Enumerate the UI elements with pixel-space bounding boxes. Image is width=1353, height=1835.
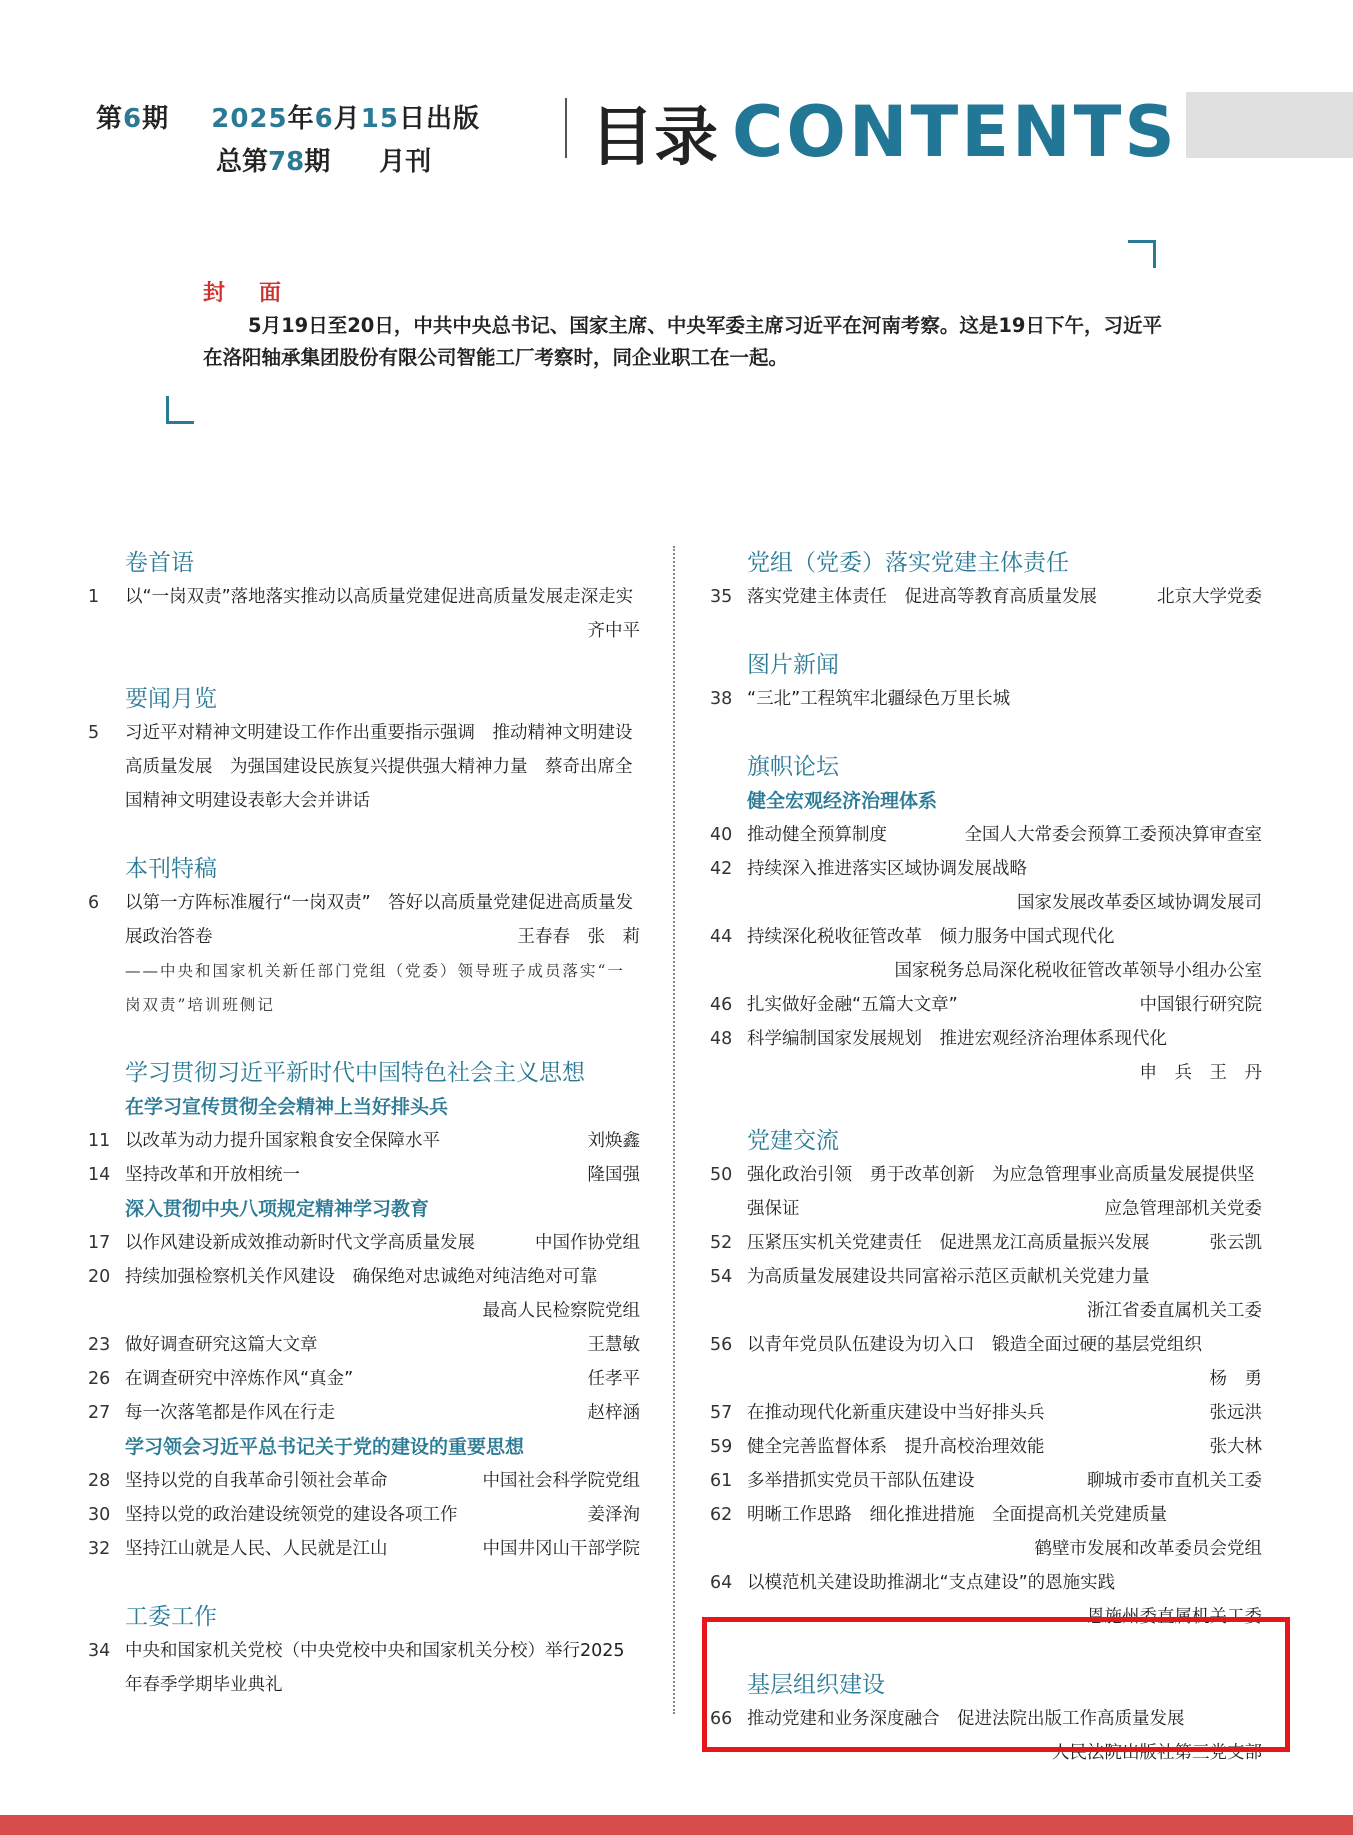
section-title: 党组（党委）落实党建主体责任 — [747, 550, 1069, 576]
header-divider — [565, 98, 567, 158]
toc-section — [88, 1056, 640, 1566]
toc-section — [710, 750, 1262, 1090]
page-number: 57 — [710, 1403, 733, 1423]
day-suffix: 日出版 — [398, 104, 480, 134]
toc-entry[interactable] — [710, 1430, 1262, 1464]
entry-title: 以改革为动力提升国家粮食安全保障水平 — [125, 1131, 440, 1151]
entry-author: 中国银行研究院 — [1139, 995, 1262, 1015]
issue-number: 6 — [123, 104, 143, 134]
toc-section — [88, 546, 640, 648]
page-number: 20 — [88, 1267, 111, 1287]
entry-author: 姜泽洵 — [587, 1505, 640, 1525]
page-number: 17 — [88, 1233, 111, 1253]
entry-author: 最高人民检察院党组 — [482, 1301, 640, 1321]
month-suffix: 月 — [333, 104, 361, 134]
toc-entry[interactable] — [710, 1260, 1262, 1328]
entry-author: 恩施州委直属机关工委 — [1087, 1607, 1262, 1627]
page-number: 50 — [710, 1165, 733, 1185]
entry-title: 多举措抓实党员干部队伍建设 — [747, 1471, 975, 1491]
highlight-box — [702, 1617, 1290, 1752]
section-title: 基层组织建设 — [747, 1672, 885, 1698]
entry-title: 持续深化税收征管改革 倾力服务中国式现代化 — [747, 927, 1115, 947]
toc-section — [88, 852, 640, 1022]
corner-bracket-bottom-left — [166, 396, 194, 424]
entry-title: 明晰工作思路 细化推进措施 全面提高机关党建质量 — [747, 1505, 1167, 1525]
entry-title: 坚持改革和开放相统一 — [125, 1165, 300, 1185]
section-title: 本刊特稿 — [125, 856, 217, 882]
entry-author: 聊城市委市直机关工委 — [1087, 1471, 1262, 1491]
footer-bar — [0, 1815, 1353, 1835]
toc-entry[interactable] — [88, 1328, 640, 1362]
page-number: 46 — [710, 995, 733, 1015]
entry-title: 落实党建主体责任 促进高等教育高质量发展 — [747, 587, 1097, 607]
section-title: 要闻月览 — [125, 686, 217, 712]
toc-entry[interactable] — [710, 682, 1262, 716]
page-number: 54 — [710, 1267, 733, 1287]
column-divider — [673, 546, 675, 1714]
section-title: 党建交流 — [747, 1128, 839, 1154]
entry-title: 中央和国家机关党校（中央党校中央和国家机关分校）举行2025年春季学期毕业典礼 — [125, 1641, 625, 1695]
entry-author: 中国作协党组 — [535, 1233, 640, 1253]
toc-entry[interactable] — [710, 1022, 1262, 1090]
toc-section — [88, 682, 640, 818]
page-number: 23 — [88, 1335, 111, 1355]
publish-year: 2025 — [211, 104, 288, 134]
issue-date-line — [96, 98, 480, 135]
page-number: 34 — [88, 1641, 111, 1661]
contents-title-en: CONTENTS — [732, 91, 1178, 173]
toc-entry[interactable] — [710, 1396, 1262, 1430]
section-title: 卷首语 — [125, 550, 194, 576]
page-number: 52 — [710, 1233, 733, 1253]
entry-title: 持续深入推进落实区域协调发展战略 — [747, 859, 1027, 879]
total-issue-number: 78 — [268, 147, 305, 177]
entry-title: 坚持以党的政治建设统领党的建设各项工作 — [125, 1505, 458, 1525]
page-number: 42 — [710, 859, 733, 879]
entry-author: 鹤壁市发展和改革委员会党组 — [1034, 1539, 1262, 1559]
entry-author: 王慧敏 — [587, 1335, 640, 1355]
entry-author: 赵梓涵 — [587, 1403, 640, 1423]
toc-entry[interactable] — [88, 1634, 640, 1702]
entry-title: 坚持以党的自我革命引领社会革命 — [125, 1471, 388, 1491]
entry-title: 在调查研究中淬炼作风“真金” — [125, 1369, 354, 1389]
page-number: 26 — [88, 1369, 111, 1389]
page-number: 59 — [710, 1437, 733, 1457]
toc-entry[interactable] — [710, 988, 1262, 1022]
publish-month: 6 — [314, 104, 334, 134]
subsection-title: 健全宏观经济治理体系 — [747, 790, 938, 812]
year-suffix: 年 — [287, 104, 315, 134]
toc-entry[interactable] — [88, 1396, 640, 1430]
toc-section — [710, 648, 1262, 716]
entry-title: 以模范机关建设助推湖北“支点建设”的恩施实践 — [747, 1573, 1116, 1593]
toc-entry[interactable] — [710, 852, 1262, 920]
toc-entry[interactable] — [710, 1464, 1262, 1498]
issue-suffix: 期 — [142, 104, 170, 134]
entry-title: 做好调查研究这篇大文章 — [125, 1335, 318, 1355]
entry-author: 浙江省委直属机关工委 — [1087, 1301, 1262, 1321]
toc-entry[interactable] — [88, 1124, 640, 1158]
toc-entry[interactable] — [88, 886, 640, 1022]
total-suffix: 期 — [304, 147, 331, 177]
toc-entry[interactable] — [710, 1158, 1262, 1226]
entry-title: 持续加强检察机关作风建设 确保绝对忠诚绝对纯洁绝对可靠 — [125, 1267, 598, 1287]
entry-author: 中国社会科学院党组 — [482, 1471, 640, 1491]
page-number: 27 — [88, 1403, 111, 1423]
entry-title: 扎实做好金融“五篇大文章” — [747, 995, 958, 1015]
section-title: 工委工作 — [125, 1604, 217, 1630]
total-issue-line — [216, 141, 480, 178]
section-title: 图片新闻 — [747, 652, 839, 678]
entry-title: 坚持江山就是人民、人民就是江山 — [125, 1539, 388, 1559]
page-number: 1 — [88, 587, 100, 607]
page-number: 14 — [88, 1165, 111, 1185]
entry-title: 为高质量发展建设共同富裕示范区贡献机关党建力量 — [747, 1267, 1150, 1287]
entry-title: 健全完善监督体系 提升高校治理效能 — [747, 1437, 1045, 1457]
page-number: 6 — [88, 893, 100, 913]
toc-entry[interactable] — [88, 1532, 640, 1566]
section-title: 旗帜论坛 — [747, 754, 839, 780]
entry-title: 强化政治引领 勇于改革创新 为应急管理事业高质量发展提供坚强保证 — [747, 1165, 1255, 1219]
cover-caption: 5月19日至20日，中共中央总书记、国家主席、中央军委主席习近平在河南考察。这是19日下午，习近平在洛阳轴承集团股份有限公司智能工厂考察时，同企业职工在一起。 — [203, 314, 1162, 369]
entry-author: 国家税务总局深化税收征管改革领导小组办公室 — [894, 961, 1262, 981]
entry-title: 在推动现代化新重庆建设中当好排头兵 — [747, 1403, 1045, 1423]
page-number: 28 — [88, 1471, 111, 1491]
toc-right-column — [710, 546, 1262, 1770]
toc-entry[interactable] — [88, 1464, 640, 1498]
entry-title: 每一次落笔都是作风在行走 — [125, 1403, 335, 1423]
entry-author: 齐中平 — [587, 621, 640, 641]
header-decor-bar — [1186, 92, 1353, 158]
subsection-title: 学习领会习近平总书记关于党的建设的重要思想 — [125, 1436, 525, 1458]
toc-entry[interactable] — [710, 1498, 1262, 1566]
entry-title: “三北”工程筑牢北疆绿色万里长城 — [747, 689, 1011, 709]
toc-entry[interactable] — [710, 920, 1262, 988]
subsection-title: 在学习宣传贯彻全会精神上当好排头兵 — [125, 1096, 449, 1118]
corner-bracket-top-right — [1128, 240, 1156, 268]
contents-title-cn: 目录 — [590, 101, 718, 175]
entry-author: 王春春 张 莉 — [517, 927, 640, 947]
entry-author: 北京大学党委 — [1157, 587, 1262, 607]
entry-title: 压紧压实机关党建责任 促进黑龙江高质量振兴发展 — [747, 1233, 1150, 1253]
page-number: 32 — [88, 1539, 111, 1559]
entry-author: 任孝平 — [587, 1369, 640, 1389]
entry-author: 全国人大常委会预算工委预决算审查室 — [964, 825, 1262, 845]
frequency-label: 月刊 — [379, 147, 432, 177]
page-number: 56 — [710, 1335, 733, 1355]
toc-entry[interactable] — [710, 1328, 1262, 1396]
entry-author: 杨 勇 — [1209, 1369, 1262, 1389]
publish-day: 15 — [360, 104, 399, 134]
page-number: 61 — [710, 1471, 733, 1491]
page-number: 30 — [88, 1505, 111, 1525]
subsection-title: 深入贯彻中央八项规定精神学习教育 — [125, 1198, 430, 1220]
entry-author: 张远洪 — [1209, 1403, 1262, 1423]
toc-entry[interactable] — [88, 580, 640, 648]
issue-info — [96, 98, 480, 178]
entry-author: 刘焕鑫 — [587, 1131, 640, 1151]
entry-title: 以“一岗双责”落地落实推动以高质量党建促进高质量发展走深走实 — [125, 587, 634, 607]
page-number: 35 — [710, 587, 733, 607]
entry-title: 以第一方阵标准履行“一岗双责” 答好以高质量党建促进高质量发展政治答卷 — [125, 893, 634, 947]
entry-author: 隆国强 — [587, 1165, 640, 1185]
toc-left-column — [88, 546, 640, 1702]
entry-author: 张云凯 — [1209, 1233, 1262, 1253]
page-number: 48 — [710, 1029, 733, 1049]
cover-label: 封面 — [203, 281, 316, 306]
section-title: 学习贯彻习近平新时代中国特色社会主义思想 — [125, 1060, 585, 1086]
entry-author: 中国井冈山干部学院 — [482, 1539, 640, 1559]
entry-author: 应急管理部机关党委 — [1104, 1199, 1262, 1219]
entry-title: 以作风建设新成效推动新时代文学高质量发展 — [125, 1233, 475, 1253]
entry-title: 以青年党员队伍建设为切入口 锻造全面过硬的基层党组织 — [747, 1335, 1202, 1355]
page-number: 66 — [710, 1709, 733, 1729]
toc-section — [710, 546, 1262, 614]
entry-title: 推动党建和业务深度融合 促进法院出版工作高质量发展 — [747, 1709, 1185, 1729]
page-number: 38 — [710, 689, 733, 709]
toc-entry[interactable] — [88, 716, 640, 818]
toc-section — [88, 1600, 640, 1702]
page-number: 5 — [88, 723, 100, 743]
toc-section — [710, 1124, 1262, 1634]
page-number: 40 — [710, 825, 733, 845]
page-number: 11 — [88, 1131, 111, 1151]
entry-author: 申 兵 王 丹 — [1139, 1063, 1262, 1083]
toc-entry[interactable] — [710, 580, 1262, 614]
total-prefix: 总第 — [216, 147, 269, 177]
entry-note: ——中央和国家机关新任部门党组（党委）领导班子成员落实“一岗双责”培训班侧记 — [125, 962, 625, 1014]
entry-author: 人民法院出版社第三党支部 — [1052, 1743, 1262, 1763]
page-title — [590, 86, 1178, 178]
toc-entry[interactable] — [88, 1498, 640, 1532]
page-number: 44 — [710, 927, 733, 947]
page-number: 64 — [710, 1573, 733, 1593]
toc-entry[interactable] — [88, 1260, 640, 1328]
entry-title: 推动健全预算制度 — [747, 825, 887, 845]
issue-prefix: 第 — [96, 104, 124, 134]
toc-entry[interactable] — [88, 1226, 640, 1260]
toc-entry[interactable] — [710, 818, 1262, 852]
entry-title: 习近平对精神文明建设工作作出重要指示强调 推动精神文明建设高质量发展 为强国建设民族复兴提供强大精神力量 蔡奇出席全国精神文明建设表彰大会并讲话 — [125, 723, 633, 811]
entry-author: 国家发展改革委区域协调发展司 — [1017, 893, 1262, 913]
toc-entry[interactable] — [88, 1158, 640, 1192]
toc-entry[interactable] — [710, 1226, 1262, 1260]
toc-entry[interactable] — [88, 1362, 640, 1396]
entry-author: 张大林 — [1209, 1437, 1262, 1457]
page-number: 62 — [710, 1505, 733, 1525]
entry-title: 科学编制国家发展规划 推进宏观经济治理体系现代化 — [747, 1029, 1167, 1049]
